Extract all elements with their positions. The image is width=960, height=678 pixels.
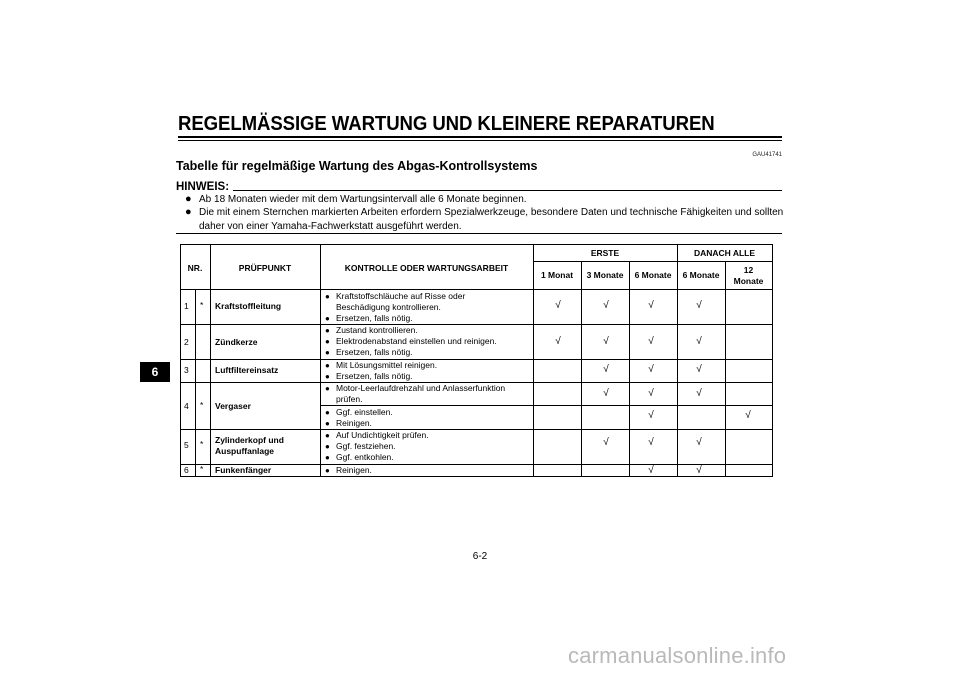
bullet-icon: ● <box>185 193 192 205</box>
action <box>325 313 413 324</box>
col-divider <box>581 261 582 477</box>
action-text: Reinigen. <box>336 465 372 475</box>
note-item-text: Die mit einem Sternchen markierten Arbeiten erfordern Spezialwerkzeuge, besondere Daten und technische Fähigkeiten und sollten daher von einer Yamaha-Fachwerkstatt ausgeführt werden. <box>199 207 784 232</box>
table-header-bottom <box>180 289 772 290</box>
row-item: Funkenfänger <box>215 465 272 475</box>
check-mark-icon: √ <box>696 364 702 375</box>
watermark: carmanualsonline.info <box>568 643 787 668</box>
check-mark-icon: √ <box>603 300 609 311</box>
bullet-icon: ● <box>325 372 330 381</box>
action-text: Motor-Leerlaufdrehzahl und Anlasserfunktion prüfen. <box>336 383 506 404</box>
row-item: Zylinderkopf und Auspuffanlage <box>215 435 284 456</box>
header-12-monate <box>725 265 772 287</box>
note-item-text: Ab 18 Monaten wieder mit dem Wartungsintervall alle 6 Monate beginnen. <box>199 194 527 205</box>
row-nr: 2 <box>184 337 189 347</box>
title-rule-thin <box>178 140 782 141</box>
header-12-unit: Monate <box>733 276 764 286</box>
header-12-number: 12 <box>743 265 754 275</box>
bullet-icon: ● <box>185 206 192 218</box>
col-divider <box>210 244 211 477</box>
header-6-monate-danach: 6 Monate <box>682 270 720 280</box>
header-6-monate: 6 Monate <box>634 270 672 280</box>
action <box>325 347 413 358</box>
table-header-subline <box>533 261 772 262</box>
header-1-monat: 1 Monat <box>540 270 574 280</box>
note-item <box>185 206 784 234</box>
row-item: Luftfiltereinsatz <box>215 365 279 375</box>
bullet-icon: ● <box>325 348 330 357</box>
check-mark-icon: √ <box>696 300 702 311</box>
action-text: Ggf. einstellen. <box>336 407 393 417</box>
bullet-icon: ● <box>325 442 330 451</box>
action-text: Kraftstoffschläuche auf Risse oder Beschädigung kontrollieren. <box>336 291 466 312</box>
row-nr: 3 <box>184 365 189 375</box>
row-nr: 6 <box>184 465 189 475</box>
row-subdivider <box>320 405 772 406</box>
check-mark-icon: √ <box>555 336 561 347</box>
action <box>325 465 372 476</box>
bullet-icon: ● <box>325 453 330 462</box>
check-mark-icon: √ <box>648 300 654 311</box>
bullet-icon: ● <box>325 408 330 417</box>
header-3-monate: 3 Monate <box>586 270 624 280</box>
note-end-rule <box>176 233 782 234</box>
check-mark-icon: √ <box>648 410 654 421</box>
row-star: * <box>200 464 204 474</box>
check-mark-icon: √ <box>603 364 609 375</box>
action <box>325 418 372 429</box>
bullet-icon: ● <box>325 384 330 393</box>
chapter-tab: 6 <box>140 362 170 382</box>
action-text: Ersetzen, falls nötig. <box>336 347 413 357</box>
check-mark-icon: √ <box>696 465 702 476</box>
page-number: 6-2 <box>472 551 488 562</box>
bullet-icon: ● <box>325 337 330 346</box>
check-mark-icon: √ <box>648 437 654 448</box>
action <box>325 452 394 463</box>
row-star: * <box>200 439 204 449</box>
bullet-icon: ● <box>325 419 330 428</box>
row-item: Kraftstoffleitung <box>215 301 282 311</box>
bullet-icon: ● <box>325 314 330 323</box>
table-border-bottom <box>180 476 772 477</box>
title-rule-thick <box>178 136 782 138</box>
action-text: Reinigen. <box>336 418 372 428</box>
bullet-icon: ● <box>325 466 330 475</box>
row-star: * <box>200 300 204 310</box>
check-mark-icon: √ <box>648 465 654 476</box>
check-mark-icon: √ <box>696 437 702 448</box>
check-mark-icon: √ <box>555 300 561 311</box>
action-text: Zustand kontrollieren. <box>336 325 418 335</box>
check-mark-icon: √ <box>696 336 702 347</box>
check-mark-icon: √ <box>603 336 609 347</box>
action-text: Ggf. festziehen. <box>336 441 396 451</box>
table-border-top <box>180 244 772 245</box>
note-rule <box>233 190 782 191</box>
col-divider <box>629 261 630 477</box>
row-divider <box>180 324 772 325</box>
action-text: Ersetzen, falls nötig. <box>336 371 413 381</box>
col-divider <box>320 244 321 477</box>
bullet-icon: ● <box>325 326 330 335</box>
action <box>325 336 497 347</box>
row-star: * <box>200 400 204 410</box>
col-divider <box>725 261 726 477</box>
action-text: Auf Undichtigkeit prüfen. <box>336 430 429 440</box>
action <box>325 430 429 441</box>
note-item <box>185 193 784 207</box>
reference-code: GAU41741 <box>752 152 782 158</box>
row-divider <box>180 429 772 430</box>
row-item: Zündkerze <box>215 337 258 347</box>
check-mark-icon: √ <box>745 410 751 421</box>
bullet-icon: ● <box>325 292 330 301</box>
row-divider <box>180 359 772 360</box>
bullet-icon: ● <box>325 431 330 440</box>
note-label: HINWEIS: <box>176 181 230 193</box>
bullet-icon: ● <box>325 361 330 370</box>
row-nr: 4 <box>184 401 189 411</box>
action-text: Mit Lösungsmittel reinigen. <box>336 360 438 370</box>
header-kontrolle: KONTROLLE ODER WARTUNGSARBEIT <box>344 263 509 273</box>
check-mark-icon: √ <box>648 336 654 347</box>
action <box>325 291 516 313</box>
check-mark-icon: √ <box>603 437 609 448</box>
page-title: REGELMÄSSIGE WARTUNG UND KLEINERE REPARATUREN <box>178 113 715 135</box>
action-text: Elektrodenabstand einstellen und reinigen. <box>336 336 497 346</box>
check-mark-icon: √ <box>648 388 654 399</box>
section-title: Tabelle für regelmäßige Wartung des Abgas-Kontrollsystems <box>176 159 538 173</box>
action <box>325 383 521 405</box>
header-nr: NR. <box>187 263 203 273</box>
row-nr: 5 <box>184 440 189 450</box>
header-danach-alle: DANACH ALLE <box>693 248 756 258</box>
action <box>325 360 437 371</box>
action-text: Ggf. entkohlen. <box>336 452 394 462</box>
row-nr: 1 <box>184 301 189 311</box>
header-pruefpunkt: PRÜFPUNKT <box>238 263 292 273</box>
check-mark-icon: √ <box>603 388 609 399</box>
row-item: Vergaser <box>215 401 251 411</box>
action <box>325 325 418 336</box>
table-border-right <box>772 244 773 477</box>
col-divider-star <box>195 289 196 477</box>
action <box>325 371 413 382</box>
header-erste: ERSTE <box>590 248 620 258</box>
check-mark-icon: √ <box>648 364 654 375</box>
action <box>325 441 396 452</box>
check-mark-icon: √ <box>696 388 702 399</box>
action <box>325 407 393 418</box>
table-border-left <box>180 244 181 477</box>
action-text: Ersetzen, falls nötig. <box>336 313 413 323</box>
